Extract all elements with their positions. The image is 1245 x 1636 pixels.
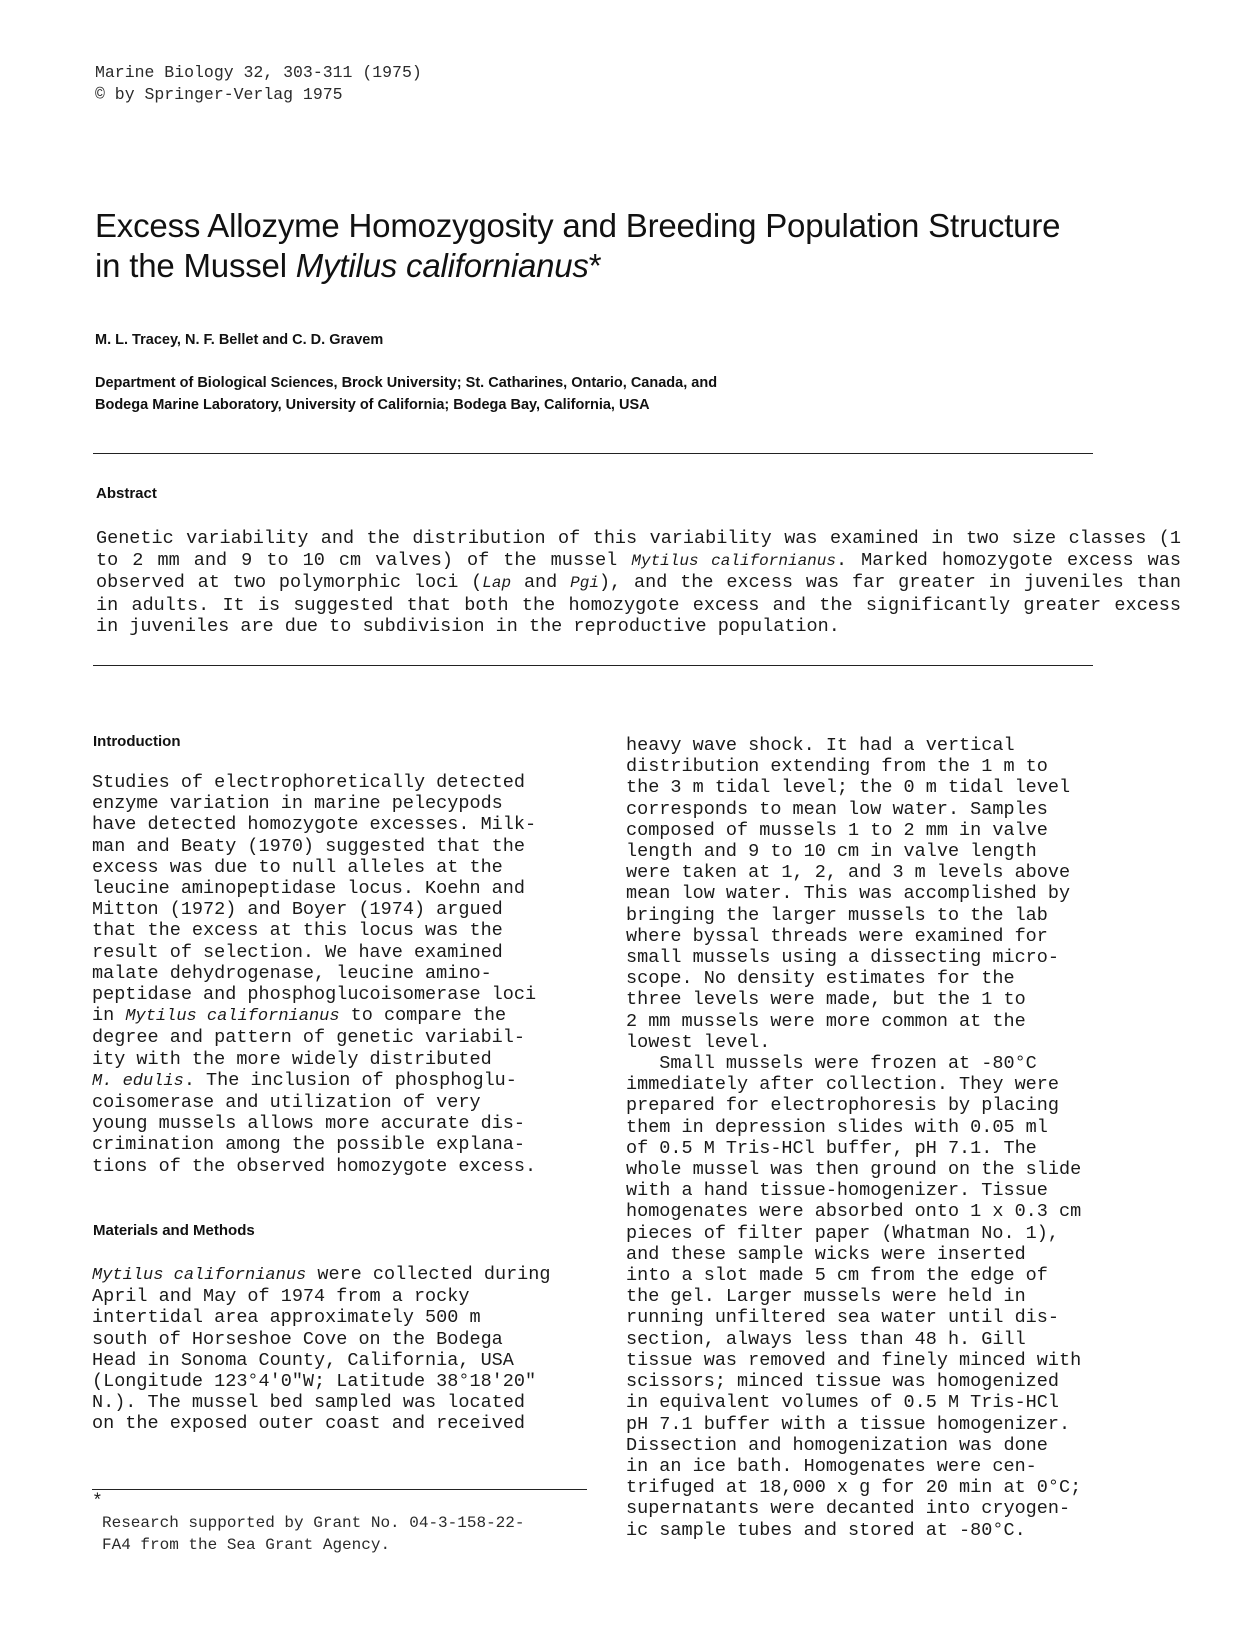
right-line: composed of mussels 1 to 2 mm in valve [626,819,1048,841]
title-species: Mytilus californianus [295,247,589,284]
methods-text: were collected during [306,1264,551,1285]
intro-species: Mytilus californianus [125,1007,340,1027]
methods-line: (Longitude 123°4'0"W; Latitude 38°18'20" [92,1371,537,1393]
intro-line: coisomerase and utilization of very [92,1092,481,1114]
footnote-line-2: FA4 from the Sea Grant Agency. [102,1536,391,1554]
right-line: section, always less than 48 h. Gill [626,1328,1026,1350]
right-line: into a slot made 5 cm from the edge of [626,1265,1048,1287]
right-line: running unfiltered sea water until dis- [626,1307,1059,1329]
right-line: in equivalent volumes of 0.5 M Tris-HCl [626,1392,1059,1414]
intro-line: man and Beaty (1970) suggested that the [92,835,525,857]
right-line: where byssal threads were examined for [626,925,1048,947]
methods-line [92,1264,551,1286]
methods-line: N.). The mussel bed sampled was located [92,1392,525,1414]
abstract-species: Mytilus californianus [631,551,836,570]
intro-line: result of selection. We have examined [92,941,503,963]
right-line: whole mussel was then ground on the slide [626,1159,1082,1181]
intro-line: peptidase and phosphoglucoisomerase loci [92,984,537,1006]
right-line: three levels were made, but the 1 to [626,989,1026,1011]
right-line: with a hand tissue-homogenizer. Tissue [626,1180,1048,1202]
title-line-2-prefix: in the Mussel [95,247,296,284]
methods-heading: Materials and Methods [93,1222,255,1239]
intro-line: Mitton (1972) and Boyer (1974) argued [92,899,503,921]
affiliation [95,372,717,416]
intro-text: to compare the [339,1005,507,1027]
intro-line: enzyme variation in marine pelecypods [92,793,503,815]
intro-line: that the excess at this locus was the [92,920,503,942]
abstract-text-1: Genetic variability and the distribution of this variability was examined in two size classes (1 to 2 mm and 9 to 10 cm valves) of the mussel [96,528,1181,571]
right-line: pH 7.1 buffer with a tissue homogenizer. [626,1413,1071,1435]
affiliation-line-2: Bodega Marine Laboratory, University of California; Bodega Bay, California, USA [95,397,650,413]
right-line: them in depression slides with 0.05 ml [626,1116,1048,1138]
right-line: immediately after collection. They were [626,1074,1059,1096]
right-line: prepared for electrophoresis by placing [626,1095,1059,1117]
intro-line: Studies of electrophoretically detected [92,772,525,793]
right-line: and these sample wicks were inserted [626,1243,1026,1265]
right-line: pieces of filter paper (Whatman No. 1), [626,1222,1059,1244]
right-line: bringing the larger mussels to the lab [626,904,1048,926]
intro-line [92,1070,536,1092]
title-line-2 [95,246,1175,286]
abstract-text-4: ), and the excess was far greater in juveniles than in adults. It is suggested that both the homozygote excess and the significantly greater excess in juveniles are due to subdivision in the reproductive population. [96,572,1182,637]
right-line: scissors; minced tissue was homogenized [626,1371,1059,1393]
methods-line: April and May of 1974 from a rocky [92,1286,470,1308]
intro-species-edulis: M. edulis [92,1071,184,1091]
footnote-mark: * [92,1492,103,1512]
journal-citation [95,62,422,106]
intro-line: young mussels allows more accurate dis- [92,1113,525,1135]
right-line: in an ice bath. Homogenates were cen- [626,1455,1037,1477]
intro-line: malate dehydrogenase, leucine amino- [92,962,492,984]
right-line: 2 mm mussels were more common at the [626,1010,1026,1032]
affiliation-line-1: Department of Biological Sciences, Brock University; St. Catharines, Ontario, Canada, and [95,375,718,391]
right-line: Dissection and homogenization was done [626,1434,1048,1456]
abstract-heading: Abstract [96,485,157,502]
authors: M. L. Tracey, N. F. Bellet and C. D. Gravem [95,332,384,348]
right-line: mean low water. This was accomplished by [626,883,1071,905]
intro-line: degree and pattern of genetic variabil- [92,1027,525,1049]
right-line: supernatants were decanted into cryogen- [626,1498,1071,1520]
right-line: corresponds to mean low water. Samples [626,798,1048,820]
title-footnote-mark: * [588,247,602,284]
right-line: Small mussels were frozen at -80°C [626,1053,1037,1075]
right-line: tissue was removed and finely minced with [626,1349,1082,1371]
right-line: lowest level. [626,1031,771,1053]
introduction-body [92,772,536,1177]
abstract-body [96,528,1181,638]
abstract-text-3: and [511,572,571,593]
right-line: heavy wave shock. It had a vertical [626,735,1015,756]
right-line: trifuged at 18,000 x g for 20 min at 0°C; [626,1477,1082,1499]
right-column-body [626,735,1081,1541]
right-line: the 3 m tidal level; the 0 m tidal level [626,777,1071,799]
intro-text: . The inclusion of phosphoglu- [183,1069,517,1091]
right-line: of 0.5 M Tris-HCl buffer, pH 7.1. The [626,1137,1037,1159]
right-line: were taken at 1, 2, and 3 m levels above [626,862,1071,884]
introduction-heading: Introduction [93,733,181,750]
abstract-locus-lap: Lap [482,574,512,592]
abstract-text-2: . Marked homozygote excess was observed at two polymorphic loci ( [96,549,1181,593]
paper-title [95,206,1175,286]
abstract-locus-pgi: Pgi [570,574,599,592]
methods-line: on the exposed outer coast and received [92,1413,525,1435]
methods-line: south of Horseshoe Cove on the Bodega [92,1328,503,1350]
methods-body [92,1264,551,1435]
right-line: length and 9 to 10 cm in valve length [626,841,1037,863]
methods-line: intertidal area approximately 500 m [92,1307,481,1329]
title-line-1: Excess Allozyme Homozygosity and Breeding Population Structure [95,207,1061,244]
intro-text: in [92,1005,126,1027]
intro-line: ity with the more widely distributed [92,1048,492,1070]
abstract-bottom-rule [93,665,1093,666]
right-line: distribution extending from the 1 m to [626,756,1048,778]
intro-line: leucine aminopeptidase locus. Koehn and [92,878,525,900]
abstract-top-rule [93,453,1093,454]
methods-species: Mytilus californianus [92,1266,307,1285]
journal-volume-line: Marine Biology 32, 303-311 (1975) [95,63,422,82]
right-line: the gel. Larger mussels were held in [626,1286,1026,1308]
right-line: homogenates were absorbed onto 1 x 0.3 cm [626,1201,1082,1223]
intro-line: excess was due to null alleles at the [92,856,503,878]
intro-line: have detected homozygote excesses. Milk- [92,814,537,836]
footnote-line-1: Research supported by Grant No. 04-3-158-22- [102,1514,525,1532]
intro-line: crimination among the possible explana- [92,1134,525,1156]
right-line: small mussels using a dissecting micro- [626,947,1059,969]
footnote-rule [92,1489,587,1490]
methods-line: Head in Sonoma County, California, USA [92,1349,514,1371]
intro-line: tions of the observed homozygote excess. [92,1155,537,1177]
copyright-line: © by Springer-Verlag 1975 [95,85,343,104]
intro-line [92,1005,536,1027]
right-line: ic sample tubes and stored at -80°C. [626,1519,1026,1541]
footnote [102,1512,524,1556]
right-line: scope. No density estimates for the [626,968,1015,990]
